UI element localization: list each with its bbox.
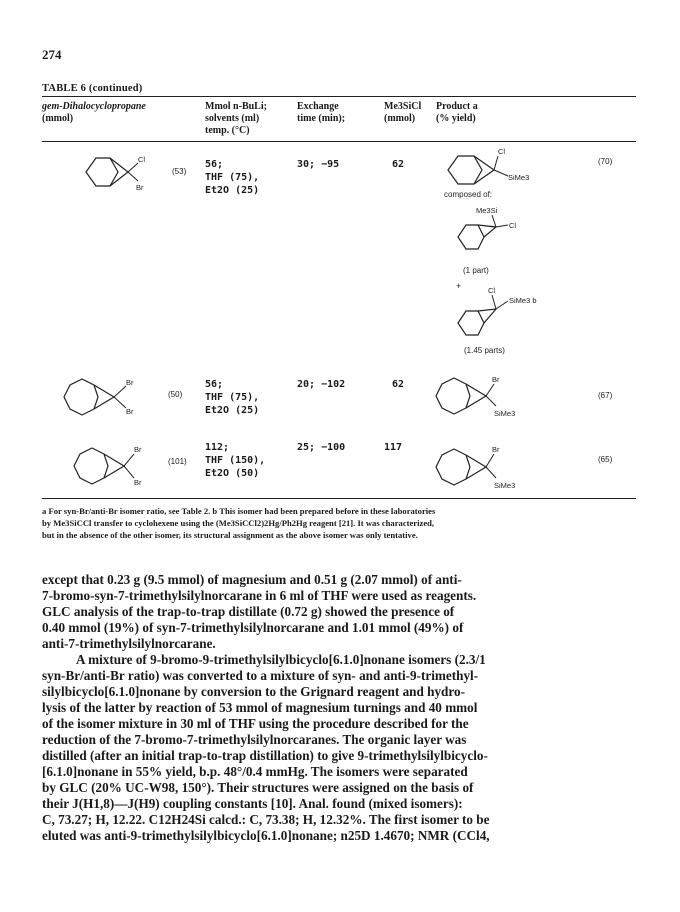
isomer-2-structure	[452, 285, 562, 347]
svg-text:Cl: Cl	[509, 221, 517, 230]
buli-solvents: 56; THF (75), Et2O (25)	[205, 379, 260, 416]
header-exchange: Exchange time (min);	[297, 101, 346, 124]
table-top-rule	[42, 96, 636, 97]
me3sicl-mmol: 62	[392, 379, 405, 390]
product-yield: (65)	[598, 455, 613, 464]
header-me3sicl: Me3SiCl (mmol)	[384, 101, 422, 124]
substrate-mmol: (101)	[168, 457, 187, 466]
svg-text:SiMe3: SiMe3	[494, 409, 516, 418]
product-structure-row1	[440, 146, 540, 192]
svg-text:Br: Br	[492, 375, 500, 384]
table-bottom-rule	[42, 498, 636, 499]
svg-text:Br: Br	[134, 445, 142, 454]
buli-solvents: 56; THF (75), Et2O (25)	[205, 159, 260, 196]
svg-text:Br: Br	[134, 478, 142, 487]
svg-text:Br: Br	[136, 183, 144, 192]
me3sicl-mmol: 62	[392, 159, 405, 170]
exchange-time-temp: 30; −95	[297, 159, 340, 170]
svg-text:Br: Br	[492, 445, 500, 454]
page-number: 274	[42, 47, 62, 62]
substrate-structure-row2	[58, 372, 158, 422]
exchange-time-temp: 25; −100	[297, 442, 346, 453]
isomer-1-structure	[452, 203, 532, 265]
svg-text:SiMe3 b: SiMe3 b	[509, 296, 537, 305]
svg-text:Cl: Cl	[138, 155, 146, 164]
product-yield: (67)	[598, 391, 613, 400]
substrate-structure-row1	[78, 150, 158, 194]
substrate-structure-row3	[68, 439, 168, 493]
exchange-time-temp: 20; −102	[297, 379, 346, 390]
svg-text:Br: Br	[126, 378, 134, 387]
table-footnotes: a For syn-Br/anti-Br isomer ratio, see Table 2. b This isomer had been prepared before in these laboratories by Me3SiCCl transfer to cyclohexene using the (Me3SiCCl2)2Hg/Ph2Hg reagent [21]. It was characterized, but in the absence of the other isomer, its structural assignment as the above isomer was only tentative.	[42, 506, 436, 540]
header-dihalocyclopropane: gem-Dihalocyclopropane (mmol)	[42, 101, 146, 124]
table-caption: TABLE 6 (continued)	[42, 83, 143, 94]
substrate-mmol: (53)	[172, 167, 187, 176]
svg-text:SiMe3: SiMe3	[494, 481, 516, 490]
product-structure-row3	[430, 440, 540, 494]
product-structure-row2	[430, 370, 540, 422]
svg-text:Me3Si: Me3Si	[476, 206, 498, 215]
svg-text:Br: Br	[126, 407, 134, 416]
isomer-2-parts: (1.45 parts)	[464, 346, 505, 355]
svg-text:Cl: Cl	[488, 286, 496, 295]
isomer-separator: +	[456, 281, 462, 291]
product-yield: (70)	[598, 157, 613, 166]
header-product: Product a (% yield)	[436, 101, 478, 124]
buli-solvents: 112; THF (150), Et2O (50)	[205, 442, 266, 479]
svg-text:Cl: Cl	[498, 147, 506, 156]
header-bottom-rule	[42, 141, 636, 142]
svg-text:SiMe3: SiMe3	[508, 173, 530, 182]
body-text: except that 0.23 g (9.5 mmol) of magnesium and 0.51 g (2.07 mmol) of anti- 7-bromo-syn-7-trimethylsilylnorcarane in 6 ml of THF were used as reagents. GLC analysis of the trap-to-trap distillate (0.72 g) showed the presence of 0.40 mmol (19%) of syn-7-trimethylsilylnorcarane and 1.01 mmol (49%) of anti-7-trimethylsilylnorcarane. A mixture of 9-bromo-9-trimethylsilylbicyclo[6.1.0]nonane isomers (2.3/1 syn-Br/anti-Br ratio) was converted to a mixture of syn- and anti-9-trimethyl- silylbicyclo[6.1.0]nonane by conversion to the Grignard reagent and hydro- lysis of the latter by reaction of 53 mmol of magnesium turnings and 40 mmol of the isomer mixture in 30 ml of THF using the procedure described for the reduction of the 7-bromo-7-trimethylsilylnorcaranes. The organic layer was distilled (after an initial trap-to-trap distillation) to give 9-trimethylsilylbicyclo- [6.1.0]nonane in 55% yield, b.p. 48°/0.4 mmHg. The isomers were separated by GLC (20% UC-W98, 150°). Their structures were assigned on the basis of their J(H1,8)—J(H9) coupling constants [10]. Anal. found (mixed isomers): C, 73.27; H, 12.22. C12H24Si calcd.: C, 73.38; H, 12.32%. The first isomer to be eluted was anti-9-trimethylsilylbicyclo[6.1.0]nonane; n25D 1.4670; NMR (CCl4,	[42, 572, 490, 843]
me3sicl-mmol: 117	[384, 442, 403, 453]
composition-note: composed of:	[444, 190, 493, 199]
substrate-mmol: (50)	[168, 390, 183, 399]
header-buli: Mmol n-BuLi; solvents (ml) temp. (°C)	[205, 101, 267, 136]
isomer-1-parts: (1 part)	[463, 266, 489, 275]
